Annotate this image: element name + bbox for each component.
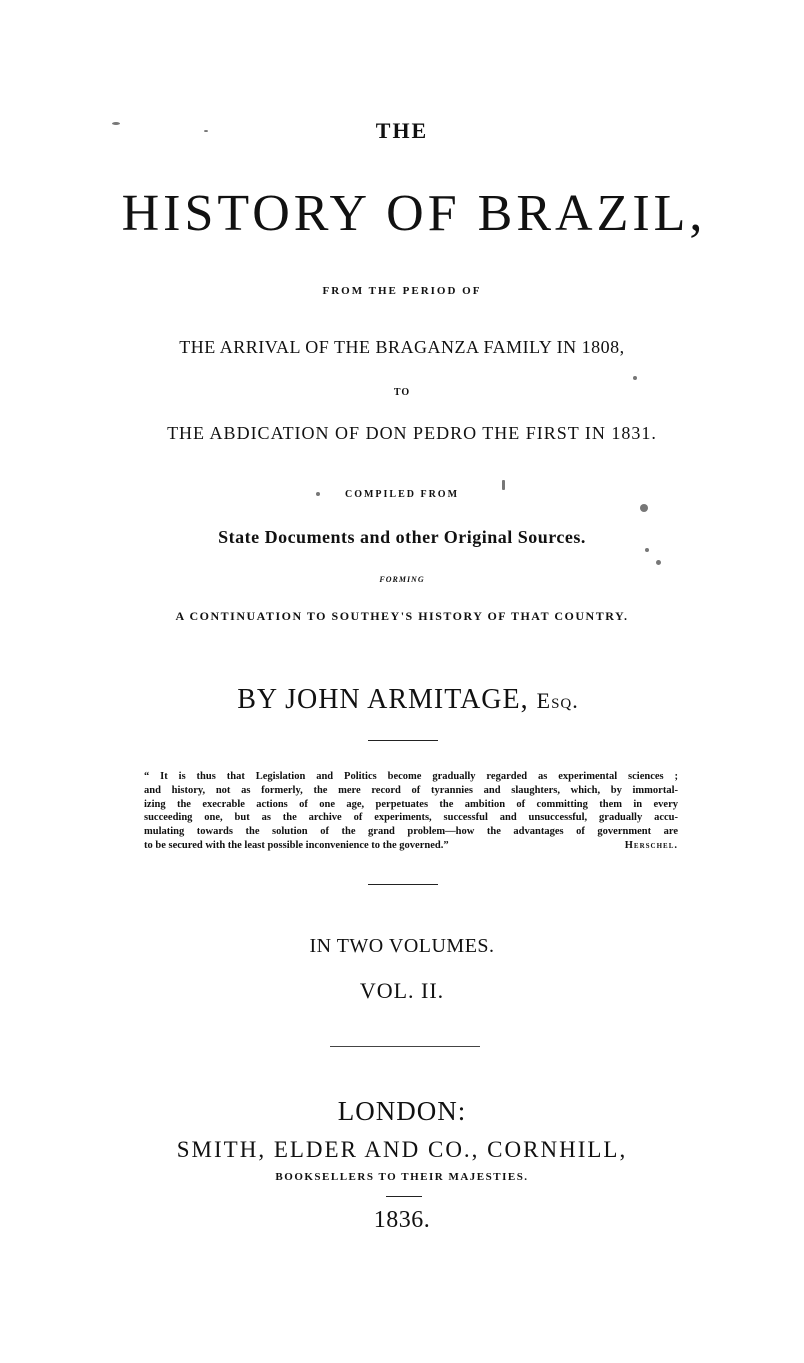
divider-rule bbox=[368, 740, 438, 741]
main-title: HISTORY OF BRAZIL, bbox=[121, 185, 707, 242]
imprint-booksellers: BOOKSELLERS TO THEIR MAJESTIES. bbox=[275, 1171, 529, 1183]
subtitle-arrival: THE ARRIVAL OF THE BRAGANZA FAMILY IN 1808, bbox=[179, 337, 625, 357]
epigraph-line: “ It is thus that Legislation and Politics become gradually regarded as experimental sciences ; bbox=[144, 771, 678, 782]
epigraph-line: mulating towards the solution of the grand problem—how the advantages of government are bbox=[144, 826, 678, 838]
subtitle-from-period: FROM THE PERIOD OF bbox=[322, 285, 482, 297]
scan-speck bbox=[640, 504, 648, 512]
scan-speck bbox=[502, 480, 505, 490]
scan-speck bbox=[204, 130, 208, 132]
divider-rule bbox=[330, 1046, 480, 1047]
continuation-line: A CONTINUATION TO SOUTHEY'S HISTORY OF THAT COUNTRY. bbox=[175, 609, 629, 623]
scan-speck bbox=[112, 122, 120, 125]
epigraph-line: izing the execrable actions of one age, perpetuates the ambition of committing them in every bbox=[144, 798, 678, 810]
author-name: BY JOHN ARMITAGE, bbox=[237, 684, 529, 715]
divider-rule bbox=[368, 884, 438, 885]
scan-speck bbox=[645, 548, 649, 552]
epigraph-attribution: Herschel. bbox=[624, 839, 678, 851]
forming-label: FORMING bbox=[379, 575, 425, 584]
subtitle-abdication: THE ABDICATION OF DON PEDRO THE FIRST IN 1831. bbox=[167, 423, 657, 443]
scan-speck bbox=[633, 376, 637, 380]
title-article: THE bbox=[375, 118, 429, 143]
author-line bbox=[6, 686, 804, 714]
sources-line: State Documents and other Original Sources. bbox=[218, 527, 586, 547]
scan-speck bbox=[316, 492, 320, 496]
subtitle-to: TO bbox=[393, 387, 411, 398]
volumes-count: IN TWO VOLUMES. bbox=[309, 935, 495, 957]
compiled-from-label: COMPILED FROM bbox=[344, 489, 460, 500]
epigraph-line: succeeding one, but as the archive of experiments, successful and unsuccessful, gradually accu- bbox=[144, 812, 678, 824]
epigraph-last-line bbox=[144, 839, 678, 853]
volume-number: VOL. II. bbox=[359, 978, 445, 1003]
divider-rule bbox=[386, 1196, 422, 1197]
imprint-publisher: SMITH, ELDER AND CO., CORNHILL, bbox=[176, 1137, 628, 1162]
author-suffix: Esq. bbox=[536, 688, 579, 713]
scan-speck bbox=[656, 560, 661, 565]
imprint-city: LONDON: bbox=[337, 1096, 467, 1126]
imprint-year: 1836. bbox=[373, 1207, 431, 1233]
epigraph bbox=[144, 770, 678, 853]
epigraph-line: to be secured with the least possible inconvenience to the governed.” bbox=[144, 839, 449, 851]
epigraph-line: and history, not as formerly, the mere record of tyrannies and slaughters, which, by immortal- bbox=[144, 784, 678, 796]
